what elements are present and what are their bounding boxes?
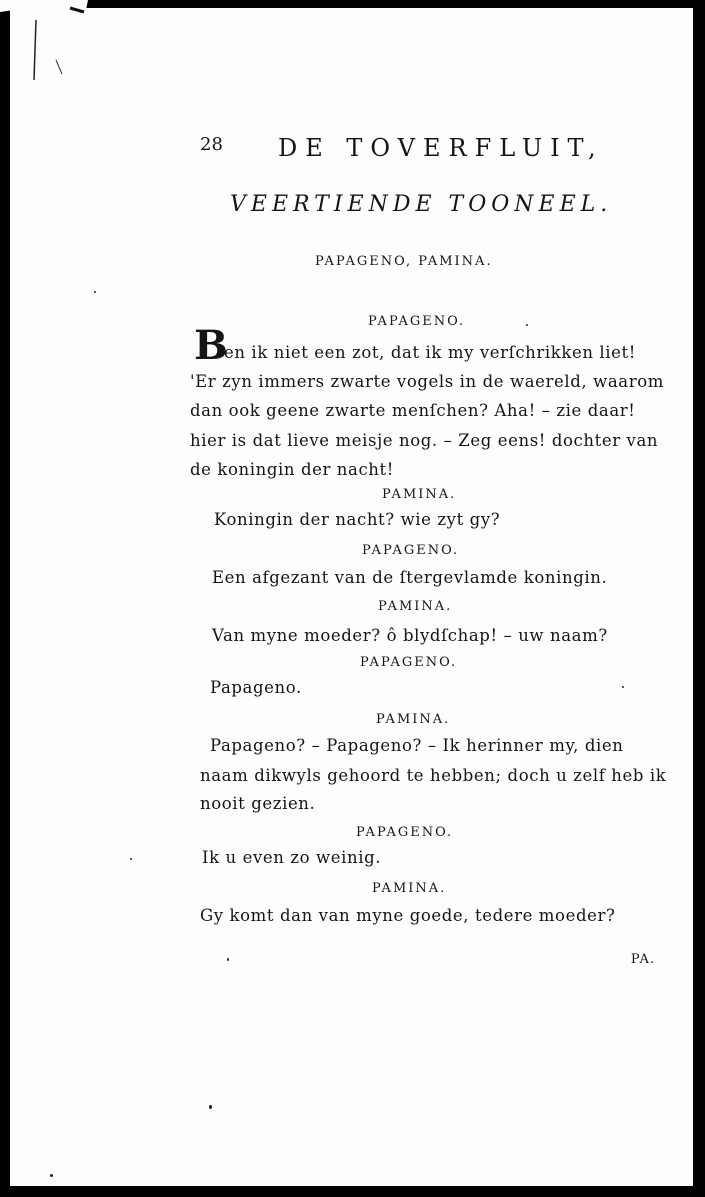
speech-line: Een afgezant van de ſtergevlamde koningin. bbox=[212, 568, 608, 587]
speaker-name: PAMINA. bbox=[372, 881, 447, 896]
speech-line: hier is dat lieve meisje nog. – Zeg eens! dochter van bbox=[190, 431, 659, 450]
ink-speck bbox=[622, 686, 624, 688]
speech-line: nooit gezien. bbox=[200, 794, 316, 813]
speech-line: Ik u even zo weinig. bbox=[202, 848, 382, 867]
speaker-name: PAPAGENO. bbox=[362, 543, 460, 558]
drop-cap: B bbox=[194, 322, 228, 369]
speaker-name: PAMINA. bbox=[376, 712, 451, 727]
running-title: DE TOVERFLUIT, bbox=[278, 134, 604, 162]
speech-line: dan ook geene zwarte menſchen? Aha! – zie daar! bbox=[190, 401, 636, 420]
torn-corner-mark bbox=[0, 0, 110, 90]
speaker-name: PAPAGENO. bbox=[360, 655, 458, 670]
speaker-name: PAPAGENO. bbox=[368, 314, 466, 329]
ink-speck bbox=[130, 858, 132, 860]
page-number: 28 bbox=[200, 134, 223, 155]
speech-line: en ik niet een zot, dat ik my verſchrikken liet! bbox=[224, 343, 636, 362]
ink-speck bbox=[227, 958, 229, 961]
ink-speck bbox=[50, 1174, 53, 1177]
scene-characters: PAPAGENO, PAMINA. bbox=[315, 254, 493, 269]
speech-line: naam dikwyls gehoord te hebben; doch u zelf heb ik bbox=[200, 766, 667, 785]
ink-speck bbox=[94, 291, 96, 293]
speaker-name: PAPAGENO. bbox=[356, 825, 454, 840]
ink-speck bbox=[209, 1105, 212, 1109]
speech-line: 'Er zyn immers zwarte vogels in de waereld, waarom bbox=[190, 372, 664, 391]
scene-title: VEERTIENDE TOONEEL. bbox=[230, 192, 613, 217]
speech-line: Koningin der nacht? wie zyt gy? bbox=[214, 510, 501, 529]
speech-line: Van myne moeder? ô blydſchap! – uw naam? bbox=[212, 626, 608, 645]
speech-line: Papageno? – Papageno? – Ik herinner my, dien bbox=[210, 736, 624, 755]
speech-line: de koningin der nacht! bbox=[190, 460, 394, 479]
speaker-name: PAMINA. bbox=[382, 487, 457, 502]
ink-speck bbox=[526, 324, 528, 326]
speech-line: Papageno. bbox=[210, 678, 302, 697]
book-page bbox=[10, 8, 693, 1186]
catchword: PA. bbox=[630, 952, 655, 967]
speaker-name: PAMINA. bbox=[378, 599, 453, 614]
speech-line: Gy komt dan van myne goede, tedere moeder? bbox=[200, 906, 616, 925]
